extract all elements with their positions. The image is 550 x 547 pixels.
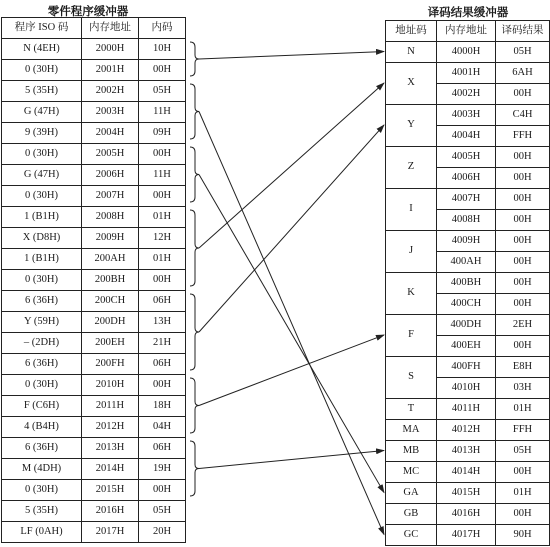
memory-address-cell: 200DH (82, 312, 139, 333)
internal-code-cell: 19H (139, 459, 186, 480)
iso-code-cell: M (4DH) (2, 459, 82, 480)
memory-address-cell: 2003H (82, 102, 139, 123)
grouping-bracket (190, 42, 199, 76)
decode-result-cell: 00H (496, 147, 550, 168)
memory-address-cell: 2008H (82, 207, 139, 228)
internal-code-cell: 00H (139, 270, 186, 291)
mapping-arrow (199, 175, 384, 493)
internal-code-cell: 11H (139, 165, 186, 186)
decode-result-cell: 6AH (496, 63, 550, 84)
memory-address-cell: 2000H (82, 39, 139, 60)
decode-result-cell: 00H (496, 294, 550, 315)
iso-code-cell: 6 (36H) (2, 291, 82, 312)
internal-code-cell: 18H (139, 396, 186, 417)
memory-address-cell: 400CH (437, 294, 496, 315)
decode-result-cell: 00H (496, 84, 550, 105)
internal-code-cell: 01H (139, 249, 186, 270)
iso-code-cell: 9 (39H) (2, 123, 82, 144)
internal-code-cell: 00H (139, 186, 186, 207)
memory-address-cell: 2004H (82, 123, 139, 144)
internal-code-cell: 20H (139, 522, 186, 543)
memory-address-cell: 4000H (437, 42, 496, 63)
decode-result-cell: 03H (496, 378, 550, 399)
internal-code-cell: 13H (139, 312, 186, 333)
grouping-bracket (190, 210, 199, 286)
decode-result-cell: 2EH (496, 315, 550, 336)
internal-code-cell: 00H (139, 144, 186, 165)
memory-address-cell: 4009H (437, 231, 496, 252)
memory-address-cell: 4010H (437, 378, 496, 399)
address-code-cell: Z (386, 147, 437, 189)
iso-code-cell: 4 (B4H) (2, 417, 82, 438)
internal-code-cell: 04H (139, 417, 186, 438)
decode-result-cell: 00H (496, 462, 550, 483)
memory-address-cell: 400BH (437, 273, 496, 294)
decode-result-cell: 05H (496, 441, 550, 462)
memory-address-cell: 4013H (437, 441, 496, 462)
memory-address-cell: 4017H (437, 525, 496, 546)
iso-code-cell: 1 (B1H) (2, 207, 82, 228)
memory-address-header: 内存地址 (437, 21, 496, 42)
memory-address-cell: 2016H (82, 501, 139, 522)
iso-code-cell: 0 (30H) (2, 144, 82, 165)
internal-code-cell: 05H (139, 501, 186, 522)
grouping-bracket (190, 441, 199, 496)
memory-address-cell: 2005H (82, 144, 139, 165)
iso-code-cell: 0 (30H) (2, 480, 82, 501)
memory-address-cell: 4011H (437, 399, 496, 420)
grouping-bracket (190, 147, 199, 202)
mapping-arrow (199, 451, 384, 469)
iso-code-cell: 0 (30H) (2, 60, 82, 81)
address-code-cell: X (386, 63, 437, 105)
grouping-bracket (190, 378, 199, 433)
decode-result-cell: 00H (496, 273, 550, 294)
address-code-cell: MB (386, 441, 437, 462)
part-program-buffer-title: 零件程序缓冲器 (47, 6, 129, 18)
memory-address-cell: 2014H (82, 459, 139, 480)
memory-address-cell: 400EH (437, 336, 496, 357)
memory-address-cell: 4003H (437, 105, 496, 126)
grouping-bracket (190, 84, 199, 139)
iso-code-cell: 1 (B1H) (2, 249, 82, 270)
decode-result-cell: 00H (496, 252, 550, 273)
address-code-cell: N (386, 42, 437, 63)
memory-address-cell: 2007H (82, 186, 139, 207)
memory-address-cell: 2012H (82, 417, 139, 438)
iso-code-cell: F (C6H) (2, 396, 82, 417)
address-code-cell: GC (386, 525, 437, 546)
address-code-cell: T (386, 399, 437, 420)
memory-address-cell: 2010H (82, 375, 139, 396)
address-code-cell: I (386, 189, 437, 231)
address-code-cell: GB (386, 504, 437, 525)
memory-address-cell: 4004H (437, 126, 496, 147)
address-code-cell: Y (386, 105, 437, 147)
memory-address-cell: 200CH (82, 291, 139, 312)
memory-address-cell: 2013H (82, 438, 139, 459)
memory-address-cell: 200AH (82, 249, 139, 270)
internal-code-cell: 05H (139, 81, 186, 102)
iso-code-cell: 6 (36H) (2, 354, 82, 375)
memory-address-cell: 2015H (82, 480, 139, 501)
decode-result-buffer-title: 译码结果缓冲器 (427, 7, 509, 19)
iso-code-cell: 5 (35H) (2, 81, 82, 102)
internal-code-header: 内码 (139, 18, 186, 39)
memory-address-cell: 400AH (437, 252, 496, 273)
iso-code-cell: LF (0AH) (2, 522, 82, 543)
memory-address-cell: 4006H (437, 168, 496, 189)
decode-result-cell: E8H (496, 357, 550, 378)
address-code-cell: GA (386, 483, 437, 504)
decode-result-cell: 00H (496, 168, 550, 189)
memory-address-cell: 4008H (437, 210, 496, 231)
memory-address-cell: 2002H (82, 81, 139, 102)
internal-code-cell: 11H (139, 102, 186, 123)
decode-result-cell: 00H (496, 336, 550, 357)
iso-code-cell: 6 (36H) (2, 438, 82, 459)
memory-address-cell: 4012H (437, 420, 496, 441)
internal-code-cell: 09H (139, 123, 186, 144)
memory-address-header: 内存地址 (82, 18, 139, 39)
memory-address-cell: 2006H (82, 165, 139, 186)
iso-code-header: 程序 ISO 码 (2, 18, 82, 39)
decode-result-cell: 01H (496, 399, 550, 420)
memory-address-cell: 2001H (82, 60, 139, 81)
decode-result-header: 译码结果 (496, 21, 550, 42)
address-code-cell: S (386, 357, 437, 399)
grouping-bracket (190, 294, 199, 370)
memory-address-cell: 4016H (437, 504, 496, 525)
mapping-arrow (199, 112, 384, 535)
iso-code-cell: X (D8H) (2, 228, 82, 249)
iso-code-cell: 0 (30H) (2, 186, 82, 207)
decode-result-cell: FFH (496, 420, 550, 441)
memory-address-cell: 400FH (437, 357, 496, 378)
internal-code-cell: 06H (139, 438, 186, 459)
iso-code-cell: 0 (30H) (2, 375, 82, 396)
memory-address-cell: 4002H (437, 84, 496, 105)
memory-address-cell: 4015H (437, 483, 496, 504)
iso-code-cell: – (2DH) (2, 333, 82, 354)
decode-result-cell: C4H (496, 105, 550, 126)
decode-result-cell: 00H (496, 231, 550, 252)
internal-code-cell: 01H (139, 207, 186, 228)
mapping-arrow (199, 125, 384, 332)
iso-code-cell: 5 (35H) (2, 501, 82, 522)
address-code-cell: J (386, 231, 437, 273)
internal-code-cell: 00H (139, 480, 186, 501)
decode-result-cell: 01H (496, 483, 550, 504)
decode-result-cell: 00H (496, 504, 550, 525)
iso-code-cell: N (4EH) (2, 39, 82, 60)
mapping-arrow (199, 335, 384, 406)
internal-code-cell: 00H (139, 375, 186, 396)
address-code-cell: F (386, 315, 437, 357)
decode-result-cell: 00H (496, 210, 550, 231)
memory-address-cell: 2011H (82, 396, 139, 417)
address-code-cell: MA (386, 420, 437, 441)
address-code-cell: MC (386, 462, 437, 483)
internal-code-cell: 00H (139, 60, 186, 81)
iso-code-cell: G (47H) (2, 102, 82, 123)
address-code-header: 地址码 (386, 21, 437, 42)
iso-code-cell: G (47H) (2, 165, 82, 186)
memory-address-cell: 200EH (82, 333, 139, 354)
mapping-arrow (199, 52, 384, 60)
memory-address-cell: 2009H (82, 228, 139, 249)
memory-address-cell: 200FH (82, 354, 139, 375)
decode-result-cell: FFH (496, 126, 550, 147)
decode-result-cell: 90H (496, 525, 550, 546)
memory-address-cell: 4005H (437, 147, 496, 168)
memory-address-cell: 4001H (437, 63, 496, 84)
internal-code-cell: 12H (139, 228, 186, 249)
iso-code-cell: 0 (30H) (2, 270, 82, 291)
memory-address-cell: 400DH (437, 315, 496, 336)
mapping-arrow (199, 83, 384, 248)
decode-result-cell: 05H (496, 42, 550, 63)
internal-code-cell: 10H (139, 39, 186, 60)
memory-address-cell: 200BH (82, 270, 139, 291)
memory-address-cell: 4014H (437, 462, 496, 483)
address-code-cell: K (386, 273, 437, 315)
iso-code-cell: Y (59H) (2, 312, 82, 333)
internal-code-cell: 06H (139, 291, 186, 312)
memory-address-cell: 2017H (82, 522, 139, 543)
internal-code-cell: 06H (139, 354, 186, 375)
memory-address-cell: 4007H (437, 189, 496, 210)
internal-code-cell: 21H (139, 333, 186, 354)
decode-result-cell: 00H (496, 189, 550, 210)
